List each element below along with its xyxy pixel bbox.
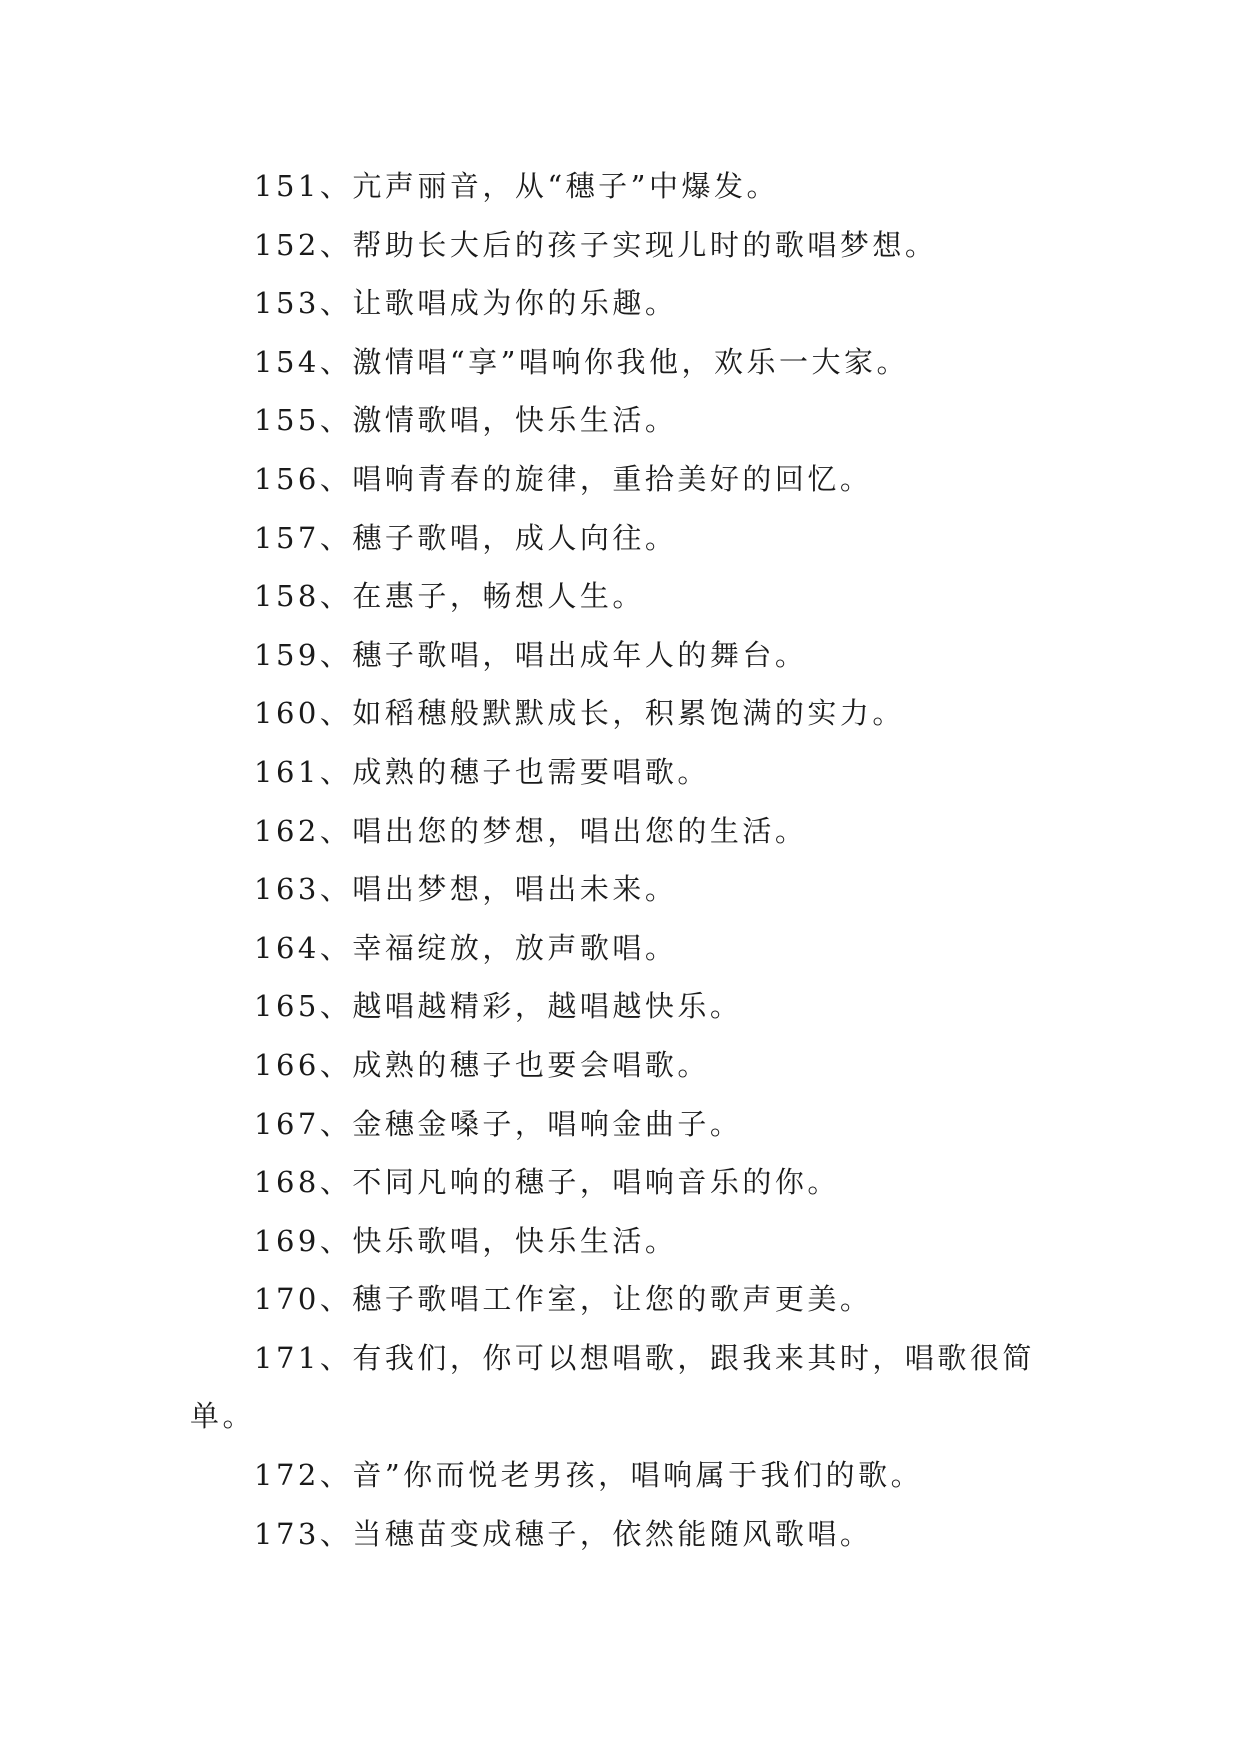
slogan-line-162: 162、唱出您的梦想，唱出您的生活。 bbox=[254, 813, 808, 848]
slogan-line-160: 160、如稻穗般默默成长，积累饱满的实力。 bbox=[254, 696, 905, 731]
slogan-line-166: 166、成熟的穗子也要会唱歌。 bbox=[254, 1047, 710, 1082]
slogan-line-152: 152、帮助长大后的孩子实现儿时的歌唱梦想。 bbox=[254, 227, 938, 262]
slogan-line-158: 158、在惠子，畅想人生。 bbox=[254, 579, 645, 614]
slogan-line-167: 167、金穗金嗓子，唱响金曲子。 bbox=[254, 1106, 743, 1141]
slogan-line-163: 163、唱出梦想，唱出未来。 bbox=[254, 872, 678, 907]
slogan-line-154: 154、激情唱“享”唱响你我他，欢乐一大家。 bbox=[254, 344, 910, 379]
slogan-line-170: 170、穗子歌唱工作室，让您的歌声更美。 bbox=[254, 1282, 873, 1317]
slogan-line-169: 169、快乐歌唱，快乐生活。 bbox=[254, 1223, 678, 1258]
slogan-line-172: 172、音”你而悦老男孩，唱响属于我们的歌。 bbox=[254, 1458, 924, 1493]
slogan-list bbox=[190, 157, 1060, 1563]
slogan-line-151: 151、亢声丽音，从“穗子”中爆发。 bbox=[254, 169, 780, 203]
slogan-line-153: 153、让歌唱成为你的乐趣。 bbox=[254, 286, 678, 321]
slogan-line-155: 155、激情歌唱，快乐生活。 bbox=[254, 403, 678, 438]
slogan-line-171: 171、有我们，你可以想唱歌，跟我来其时，唱歌很简单。 bbox=[190, 1340, 1035, 1434]
slogan-line-157: 157、穗子歌唱，成人向往。 bbox=[254, 520, 678, 555]
slogan-line-168: 168、不同凡响的穗子，唱响音乐的你。 bbox=[254, 1165, 840, 1200]
slogan-line-165: 165、越唱越精彩，越唱越快乐。 bbox=[254, 989, 743, 1024]
slogan-line-173: 173、当穗苗变成穗子，依然能随风歌唱。 bbox=[254, 1516, 873, 1551]
slogan-line-156: 156、唱响青春的旋律，重拾美好的回忆。 bbox=[254, 461, 873, 496]
slogan-line-159: 159、穗子歌唱，唱出成年人的舞台。 bbox=[254, 637, 808, 672]
slogan-line-164: 164、幸福绽放，放声歌唱。 bbox=[254, 930, 678, 965]
slogan-line-161: 161、成熟的穗子也需要唱歌。 bbox=[254, 754, 710, 789]
